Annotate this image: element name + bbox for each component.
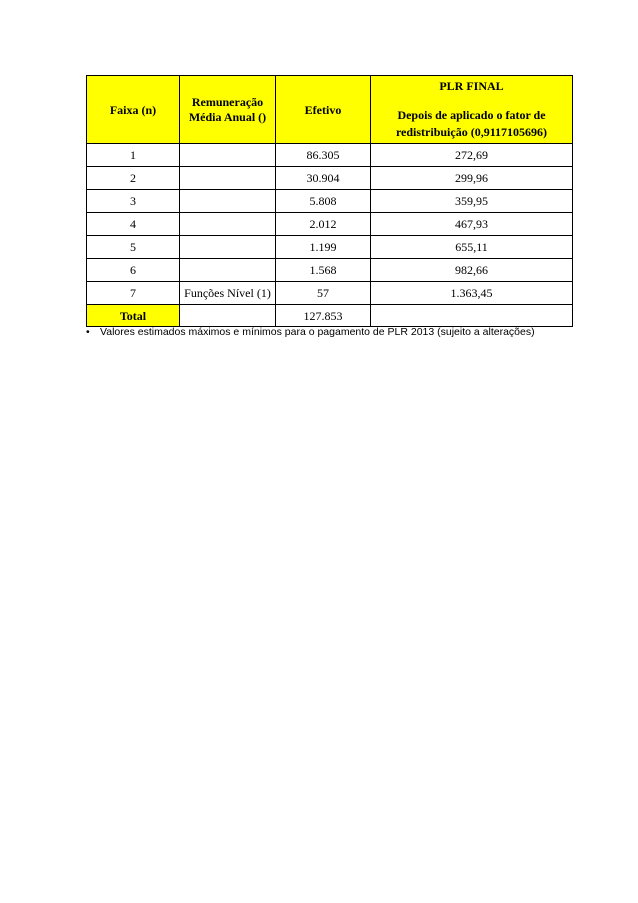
total-plr bbox=[371, 305, 573, 327]
cell-efetivo: 1.199 bbox=[276, 236, 371, 259]
cell-plr: 982,66 bbox=[371, 259, 573, 282]
cell-remuneracao bbox=[180, 190, 276, 213]
header-efetivo bbox=[276, 76, 371, 144]
cell-remuneracao: Funções Nível (1) bbox=[180, 282, 276, 305]
cell-efetivo: 2.012 bbox=[276, 213, 371, 236]
footnote bbox=[86, 326, 535, 339]
cell-plr: 1.363,45 bbox=[371, 282, 573, 305]
cell-faixa: 3 bbox=[87, 190, 180, 213]
header-faixa-label: Faixa (n) bbox=[109, 102, 157, 117]
table-row bbox=[87, 167, 573, 190]
header-plr-final bbox=[371, 76, 573, 144]
cell-plr: 467,93 bbox=[371, 213, 573, 236]
cell-faixa: 4 bbox=[87, 213, 180, 236]
cell-efetivo: 5.808 bbox=[276, 190, 371, 213]
cell-faixa: 2 bbox=[87, 167, 180, 190]
cell-faixa: 6 bbox=[87, 259, 180, 282]
table-row bbox=[87, 190, 573, 213]
total-label: Total bbox=[87, 305, 180, 327]
cell-efetivo: 57 bbox=[276, 282, 371, 305]
cell-faixa: 5 bbox=[87, 236, 180, 259]
cell-remuneracao bbox=[180, 236, 276, 259]
header-efetivo-label: Efetivo bbox=[304, 102, 342, 117]
cell-efetivo: 30.904 bbox=[276, 167, 371, 190]
header-remuneracao bbox=[180, 76, 276, 144]
cell-faixa: 7 bbox=[87, 282, 180, 305]
header-remuneracao-line1: Remuneração bbox=[191, 94, 264, 109]
cell-remuneracao bbox=[180, 213, 276, 236]
cell-remuneracao bbox=[180, 259, 276, 282]
header-plr-sub-line1: Depois de aplicado o fator de bbox=[397, 108, 546, 122]
cell-plr: 655,11 bbox=[371, 236, 573, 259]
cell-faixa: 1 bbox=[87, 144, 180, 167]
table-row bbox=[87, 259, 573, 282]
plr-table bbox=[86, 75, 573, 327]
total-row bbox=[87, 305, 573, 327]
total-remuneracao bbox=[180, 305, 276, 327]
cell-efetivo: 1.568 bbox=[276, 259, 371, 282]
cell-remuneracao bbox=[180, 144, 276, 167]
header-plr-sub-line2: redistribuição (0,9117105696) bbox=[395, 125, 548, 139]
cell-plr: 299,96 bbox=[371, 167, 573, 190]
table-row bbox=[87, 213, 573, 236]
total-efetivo: 127.853 bbox=[276, 305, 371, 327]
cell-efetivo: 86.305 bbox=[276, 144, 371, 167]
cell-remuneracao bbox=[180, 167, 276, 190]
header-plr-title: PLR FINAL bbox=[439, 79, 504, 93]
cell-plr: 359,95 bbox=[371, 190, 573, 213]
header-remuneracao-line2: Média Anual () bbox=[188, 109, 267, 124]
table-row bbox=[87, 144, 573, 167]
cell-plr: 272,69 bbox=[371, 144, 573, 167]
header-faixa bbox=[87, 76, 180, 144]
table-header-row bbox=[87, 76, 573, 144]
table-row bbox=[87, 282, 573, 305]
bullet-icon: • bbox=[86, 326, 90, 338]
table-row bbox=[87, 236, 573, 259]
footnote-text: Valores estimados máximos e mínimos para o pagamento de PLR 2013 (sujeito a alterações) bbox=[100, 326, 535, 338]
